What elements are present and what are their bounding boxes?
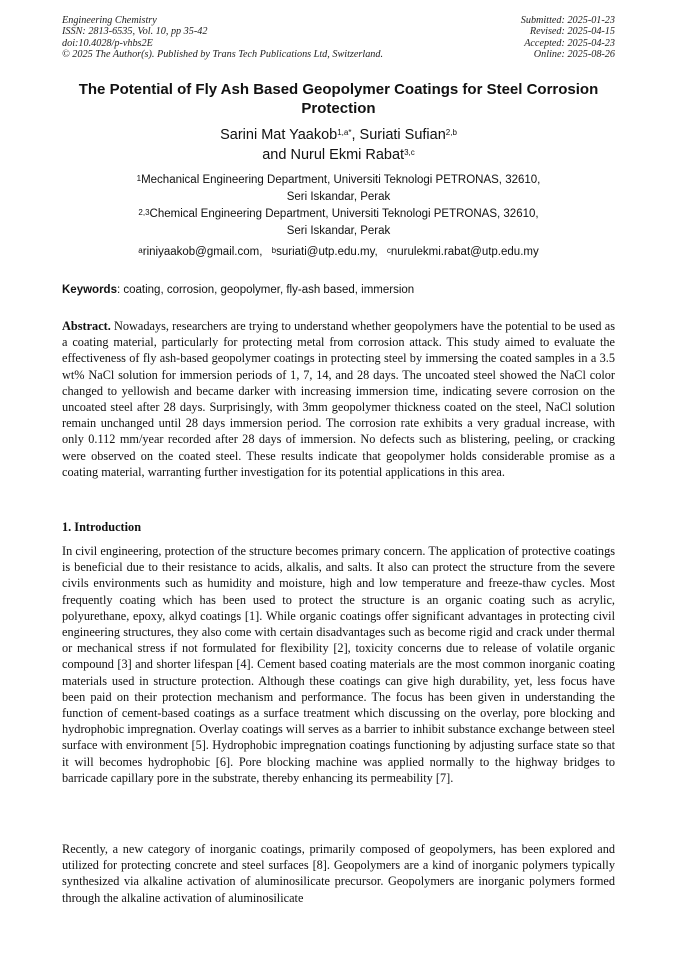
- accepted-date: Accepted: 2025-04-23: [524, 37, 615, 49]
- email-item[interactable]: [387, 246, 539, 258]
- author-name: Suriati Sufian: [359, 127, 446, 143]
- submitted-date: Submitted: 2025-01-23: [520, 15, 615, 26]
- keywords: [62, 282, 615, 298]
- author-list: Sarini Mat Yaakob$^{1,a*}$, Suriati Sufian$^{2,b}$ and Nurul Ekmi Rabat$^{3,c}$: [220, 127, 457, 163]
- journal-name: Engineering Chemistry: [62, 15, 157, 26]
- email-list: [62, 244, 615, 261]
- keywords-label: Keywords: [62, 284, 117, 296]
- author-sup: 3,c: [404, 148, 415, 157]
- author-sup: 2,b: [445, 128, 457, 137]
- paragraph: In civil engineering, protection of the structure becomes primary concern. The application of protective coatings is beneficial due to their resistance to acids, alkalis, and salts. It also can protect the structure from the severe civils environments such as humidity and moisture, high and low temperature and freeze-thaw cycles. Most frequently coating which has been used to protect the structure is an organic coating such as acrylic, polyurethane, epoxy, alkyd coatings [1]. While organic coatings offer significant advantages in protecting civil engineering structures, they also come with certain disadvantages such as become rigid and crack under thermal or mechanical stress if not formulated for flexibility [2], toxicity concerns due to release of volatile organic compound [3] and shorter lifespan [4]. Cement based coating materials are the most common inorganic coating materials used in structure protection. Although these coatings can give high durability, yet, less focus have been paid on their protection mechanism and performance. The focus has been given in understanding the function of cement-based coatings as a surface treatment which discussing on the overlay, pore blocking and hydrophobic impregnation. Overlay coatings will serves as a barrier to inhibit substance exchange between steel surface with environment [5]. Hydrophobic impregnation coatings functioning by adjusting surface state so that it will becomes hydrophobic [6]. Pore blocking machine was applied normally to the highway bridges to barricade capillary pore in the substrate, thereby enhancing its permeability [7].: [62, 544, 615, 785]
- doi: doi:10.4028/p-vhbs2E: [62, 37, 153, 49]
- affiliation-sup: 2,3: [138, 208, 150, 217]
- journal-info: [62, 15, 383, 61]
- paragraph: Recently, a new category of inorganic coatings, primarily composed of geopolymers, has been explored and utilized for protecting concrete and steel surfaces [8]. Geopolymers are a kind of inorganic polymers typically synthesized via alkaline activation of aluminosilicate precursor. Geopolymers are inorganic polymers formed through the alkaline activation of aluminosilicate: [62, 842, 615, 905]
- email-sup: a: [138, 246, 143, 255]
- online-date: Online: 2025-08-26: [533, 49, 615, 61]
- keywords-text: : coating, corrosion, geopolymer, fly-ash based, immersion: [116, 284, 415, 296]
- author-joiner: and: [262, 147, 287, 163]
- affiliation-line: Mechanical Engineering Department, Universiti Teknologi PETRONAS, 32610,: [141, 174, 541, 186]
- author-sup: 1,a*: [337, 128, 352, 137]
- affiliation-line: Seri Iskandar, Perak: [286, 191, 391, 203]
- issn: ISSN: 2813-6535, Vol. 10, pp 35-42: [62, 26, 208, 38]
- affiliation-line: Chemical Engineering Department, Universiti Teknologi PETRONAS, 32610,: [149, 208, 539, 220]
- email-address: nurulekmi.rabat@utp.edu.my: [390, 246, 539, 258]
- revised-date: Revised: 2025-04-15: [529, 26, 615, 38]
- section-heading: 1. Introduction: [62, 520, 142, 534]
- abstract: [62, 318, 615, 480]
- author-name: Sarini Mat Yaakob: [220, 127, 338, 143]
- affiliation-sup: 1: [136, 174, 142, 183]
- affiliation-line: Seri Iskandar, Perak: [286, 225, 391, 237]
- author-name: Nurul Ekmi Rabat: [290, 147, 405, 163]
- abstract-label: Abstract.: [62, 319, 111, 333]
- email-item[interactable]: [138, 246, 262, 258]
- affiliation: [62, 172, 615, 206]
- email-address: suriati@utp.edu.my,: [276, 246, 378, 258]
- email-sup: c: [386, 246, 391, 255]
- copyright: © 2025 The Author(s). Published by Trans Tech Publications Ltd, Switzerland.: [62, 49, 384, 61]
- email-address: riniyaakob@gmail.com,: [142, 246, 263, 258]
- affiliation: [62, 206, 615, 240]
- abstract-text: Nowadays, researchers are trying to understand whether geopolymers have the potential to be used as a coating material, particularly for protecting metal from corrosion attack. This study aimed to evaluate the effectiveness of fly ash-based geopolymer coatings in protecting steel by immersing the coated samples in a 3.5 wt% NaCl solution for immersion periods of 1, 7, 14, and 28 days. The uncoated steel showed the NaCl color changed to yellowish and became darker with increasing immersion time, indicating severe corrosion on the uncoated steel after 28 days. Surprisingly, with 3mm geopolymer thickness coated on the steel, NaCl solution remain unchanged until 28 days immersion period. The corrosion rate exhibits a very gradual increase, with only 0.112 mm/year recorded after 28 days of immersion. No defects such as blistering, peeling, or cracking were observed on the coated steel. These results indicate that geopolymer holds considerable promise as a coating material, warranting further investigation for its potential applications in this area.: [62, 319, 615, 479]
- publication-dates: [521, 15, 615, 61]
- email-item[interactable]: [272, 246, 378, 258]
- email-sup: b: [271, 246, 277, 255]
- paper-title: The Potential of Fly Ash Based Geopolymer Coatings for Steel Corrosion Protection: [78, 81, 599, 117]
